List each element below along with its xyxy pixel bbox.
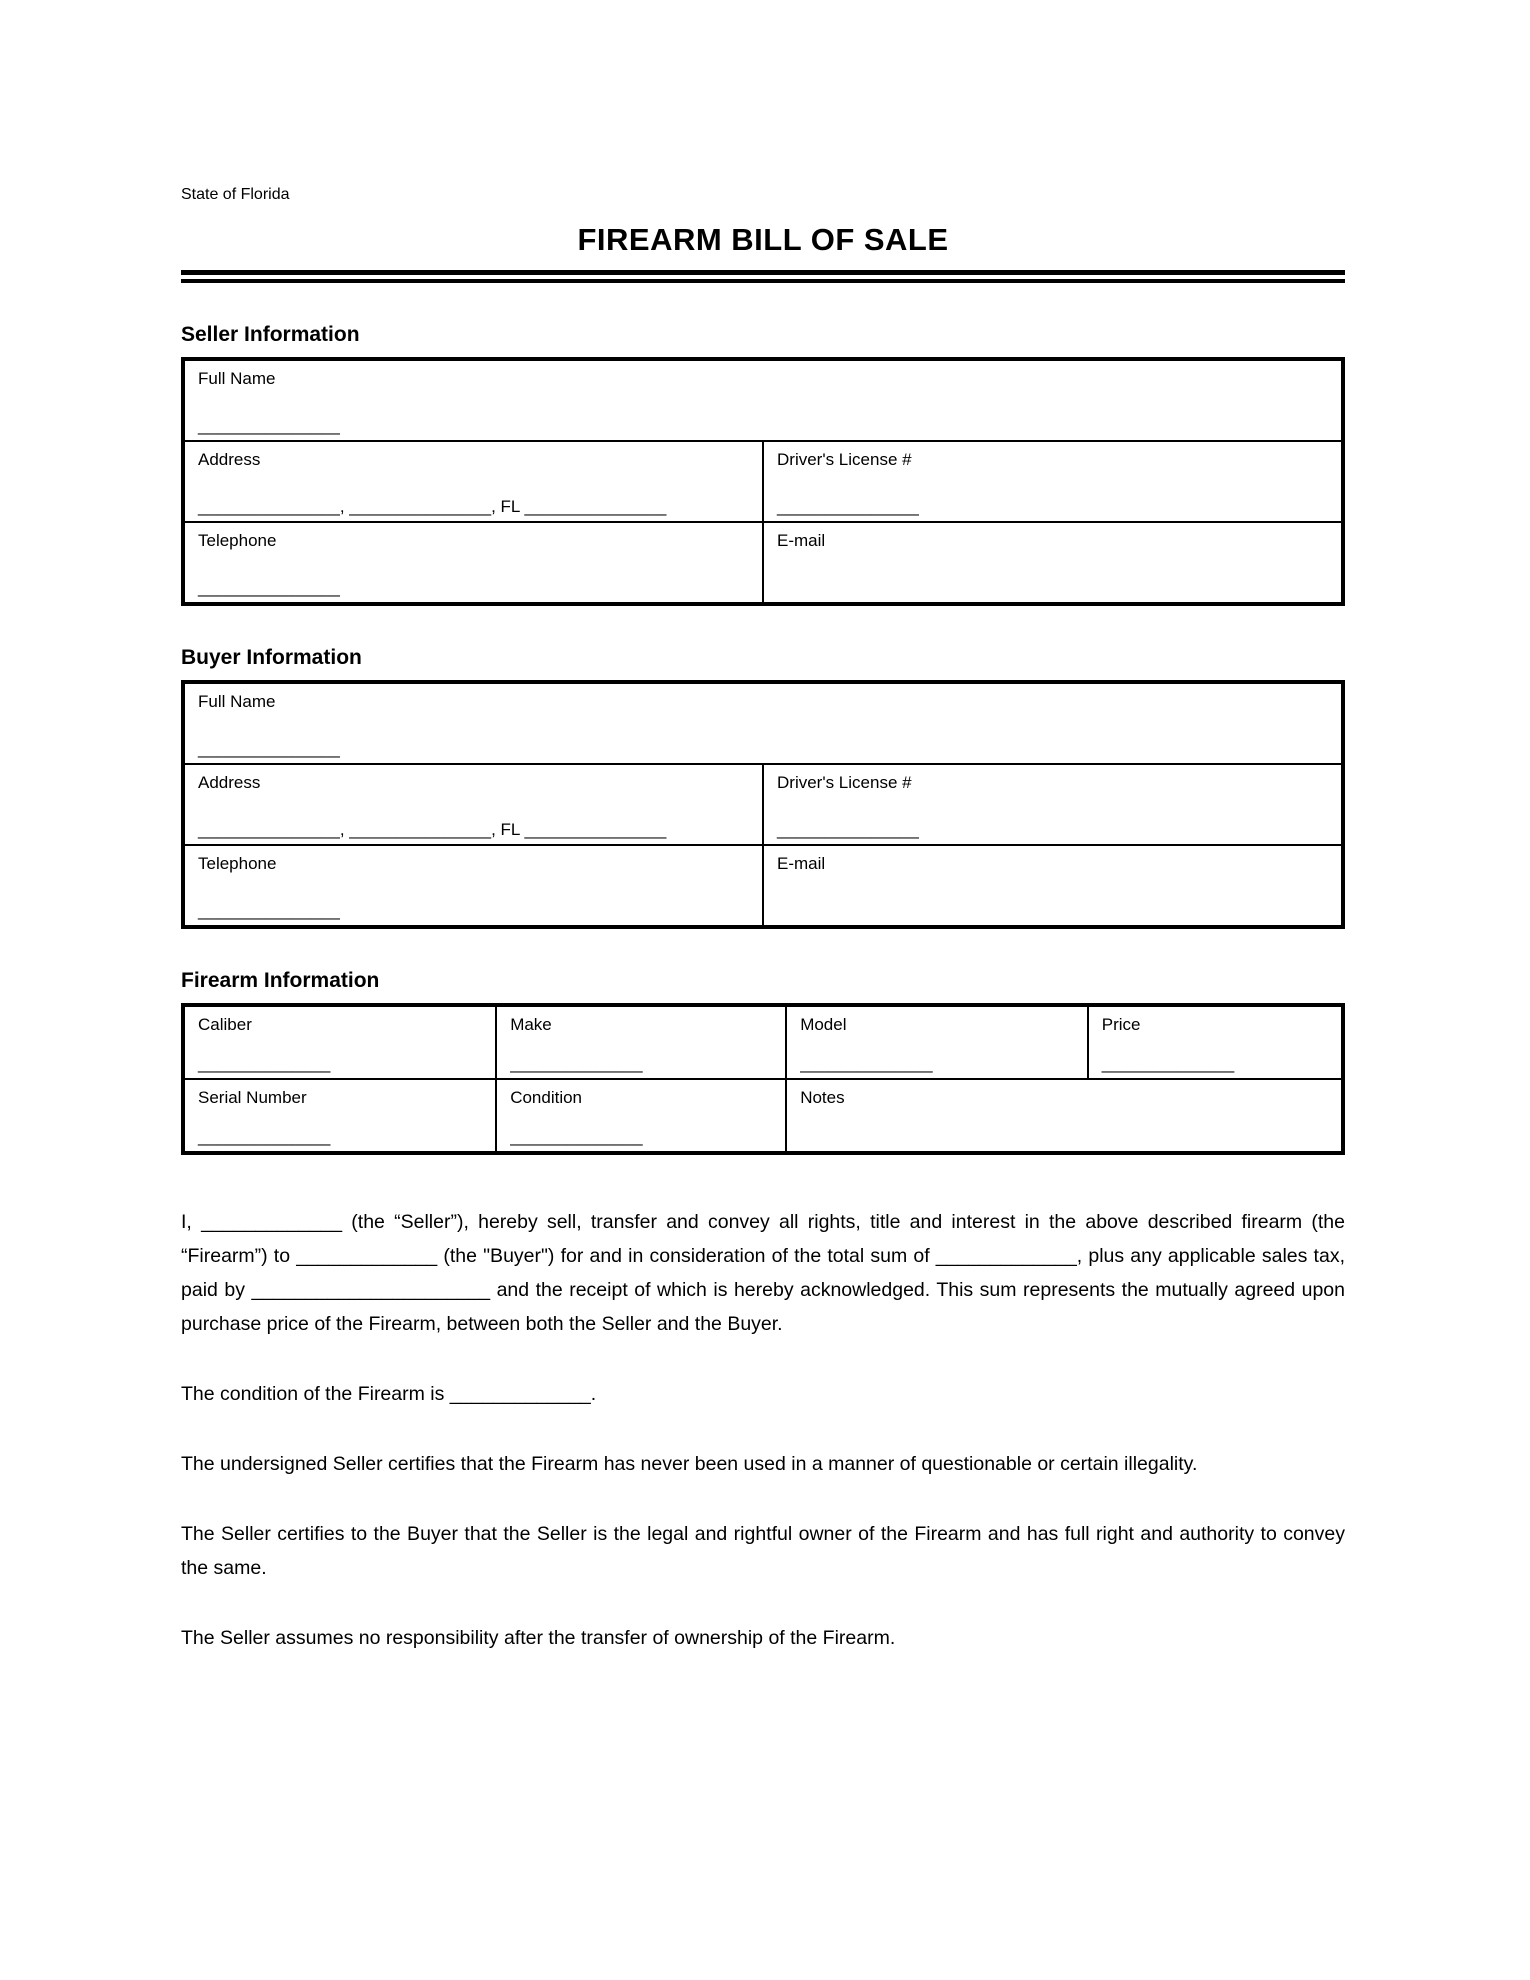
state-label: State of Florida: [181, 186, 290, 203]
firearm-notes-label: Notes: [800, 1088, 845, 1107]
firearm-caliber-cell: [183, 1005, 496, 1079]
firearm-table: [181, 1003, 1345, 1155]
firearm-price-blank[interactable]: ______________: [1101, 1054, 1235, 1073]
firearm-make-label: Make: [510, 1015, 552, 1034]
buyer-address-blank[interactable]: _______________, _______________, FL _______________: [198, 820, 667, 839]
seller-drivers-license-blank[interactable]: _______________: [777, 497, 919, 516]
firearm-serial-cell: [183, 1079, 496, 1153]
seller-full-name-label: Full Name: [198, 369, 276, 388]
buyer-email-label: E-mail: [777, 854, 826, 873]
seller-drivers-license-cell: [763, 441, 1343, 522]
table-row: [183, 522, 1343, 604]
firearm-heading: Firearm Information: [181, 969, 380, 992]
seller-full-name-cell: [183, 359, 1343, 441]
firearm-condition-label: Condition: [510, 1088, 583, 1107]
paragraph-legality-certification: The undersigned Seller certifies that the Firearm has never been used in a manner of questionable or certain illegality.: [181, 1453, 1198, 1475]
paragraph-ownership-certification: The Seller certifies to the Buyer that the Seller is the legal and rightful owner of the Firearm and has full right and authority to convey the same.: [181, 1523, 1345, 1579]
seller-email-label: E-mail: [777, 531, 826, 550]
buyer-drivers-license-blank[interactable]: _______________: [777, 820, 919, 839]
buyer-drivers-license-label: Driver's License #: [777, 773, 912, 792]
seller-table: [181, 357, 1345, 606]
seller-address-blank[interactable]: _______________, _______________, FL _______________: [198, 497, 667, 516]
buyer-address-cell: [183, 764, 763, 845]
seller-telephone-label: Telephone: [198, 531, 277, 550]
buyer-telephone-blank[interactable]: _______________: [198, 901, 340, 920]
table-row: [183, 359, 1343, 441]
buyer-heading: Buyer Information: [181, 646, 362, 669]
paragraph-responsibility-disclaimer: The Seller assumes no responsibility after the transfer of ownership of the Firearm.: [181, 1627, 896, 1649]
seller-telephone-blank[interactable]: _______________: [198, 578, 340, 597]
seller-telephone-cell: [183, 522, 763, 604]
firearm-make-blank[interactable]: ______________: [510, 1054, 643, 1073]
table-row: [183, 682, 1343, 764]
table-row: [183, 1005, 1343, 1079]
seller-drivers-license-label: Driver's License #: [777, 450, 912, 469]
buyer-table: [181, 680, 1345, 929]
seller-address-label: Address: [198, 450, 261, 469]
buyer-full-name-cell: [183, 682, 1343, 764]
buyer-telephone-label: Telephone: [198, 854, 277, 873]
firearm-model-label: Model: [800, 1015, 847, 1034]
paragraph-condition: The condition of the Firearm is _____________.: [181, 1383, 597, 1405]
firearm-condition-blank[interactable]: ______________: [510, 1127, 643, 1146]
firearm-model-blank[interactable]: ______________: [800, 1054, 933, 1073]
firearm-condition-cell: [496, 1079, 786, 1153]
table-row: [183, 845, 1343, 927]
buyer-full-name-label: Full Name: [198, 692, 276, 711]
buyer-drivers-license-cell: [763, 764, 1343, 845]
firearm-model-cell: [786, 1005, 1088, 1079]
firearm-caliber-blank[interactable]: ______________: [198, 1054, 331, 1073]
firearm-serial-label: Serial Number: [198, 1088, 307, 1107]
seller-address-cell: [183, 441, 763, 522]
seller-full-name-blank[interactable]: _______________: [198, 416, 340, 435]
firearm-price-cell: [1088, 1005, 1343, 1079]
paragraph-sale-declaration: I, _____________ (the “Seller”), hereby sell, transfer and convey all rights, title and interest in the above described firearm (the “Firearm”) to _____________ (the "Buyer") for and in consideration of the total sum of _____________, plus any applicable sales tax, paid by ______________________ and the receipt of which is hereby acknowledged. This sum represents the mutually agreed upon purchase price of the Firearm, between both the Seller and the Buyer.: [181, 1211, 1345, 1335]
page-title: FIREARM BILL OF SALE: [577, 222, 949, 257]
document-sheet: [181, 0, 1345, 1691]
title-divider: [181, 270, 1345, 283]
buyer-telephone-cell: [183, 845, 763, 927]
firearm-notes-cell: [786, 1079, 1343, 1153]
firearm-caliber-label: Caliber: [198, 1015, 252, 1034]
firearm-serial-blank[interactable]: ______________: [198, 1127, 331, 1146]
buyer-email-cell: [763, 845, 1343, 927]
buyer-full-name-blank[interactable]: _______________: [198, 739, 340, 758]
firearm-make-cell: [496, 1005, 786, 1079]
buyer-address-label: Address: [198, 773, 261, 792]
seller-heading: Seller Information: [181, 323, 360, 346]
table-row: [183, 441, 1343, 522]
firearm-price-label: Price: [1101, 1015, 1141, 1034]
seller-email-cell: [763, 522, 1343, 604]
table-row: [183, 1079, 1343, 1153]
table-row: [183, 764, 1343, 845]
